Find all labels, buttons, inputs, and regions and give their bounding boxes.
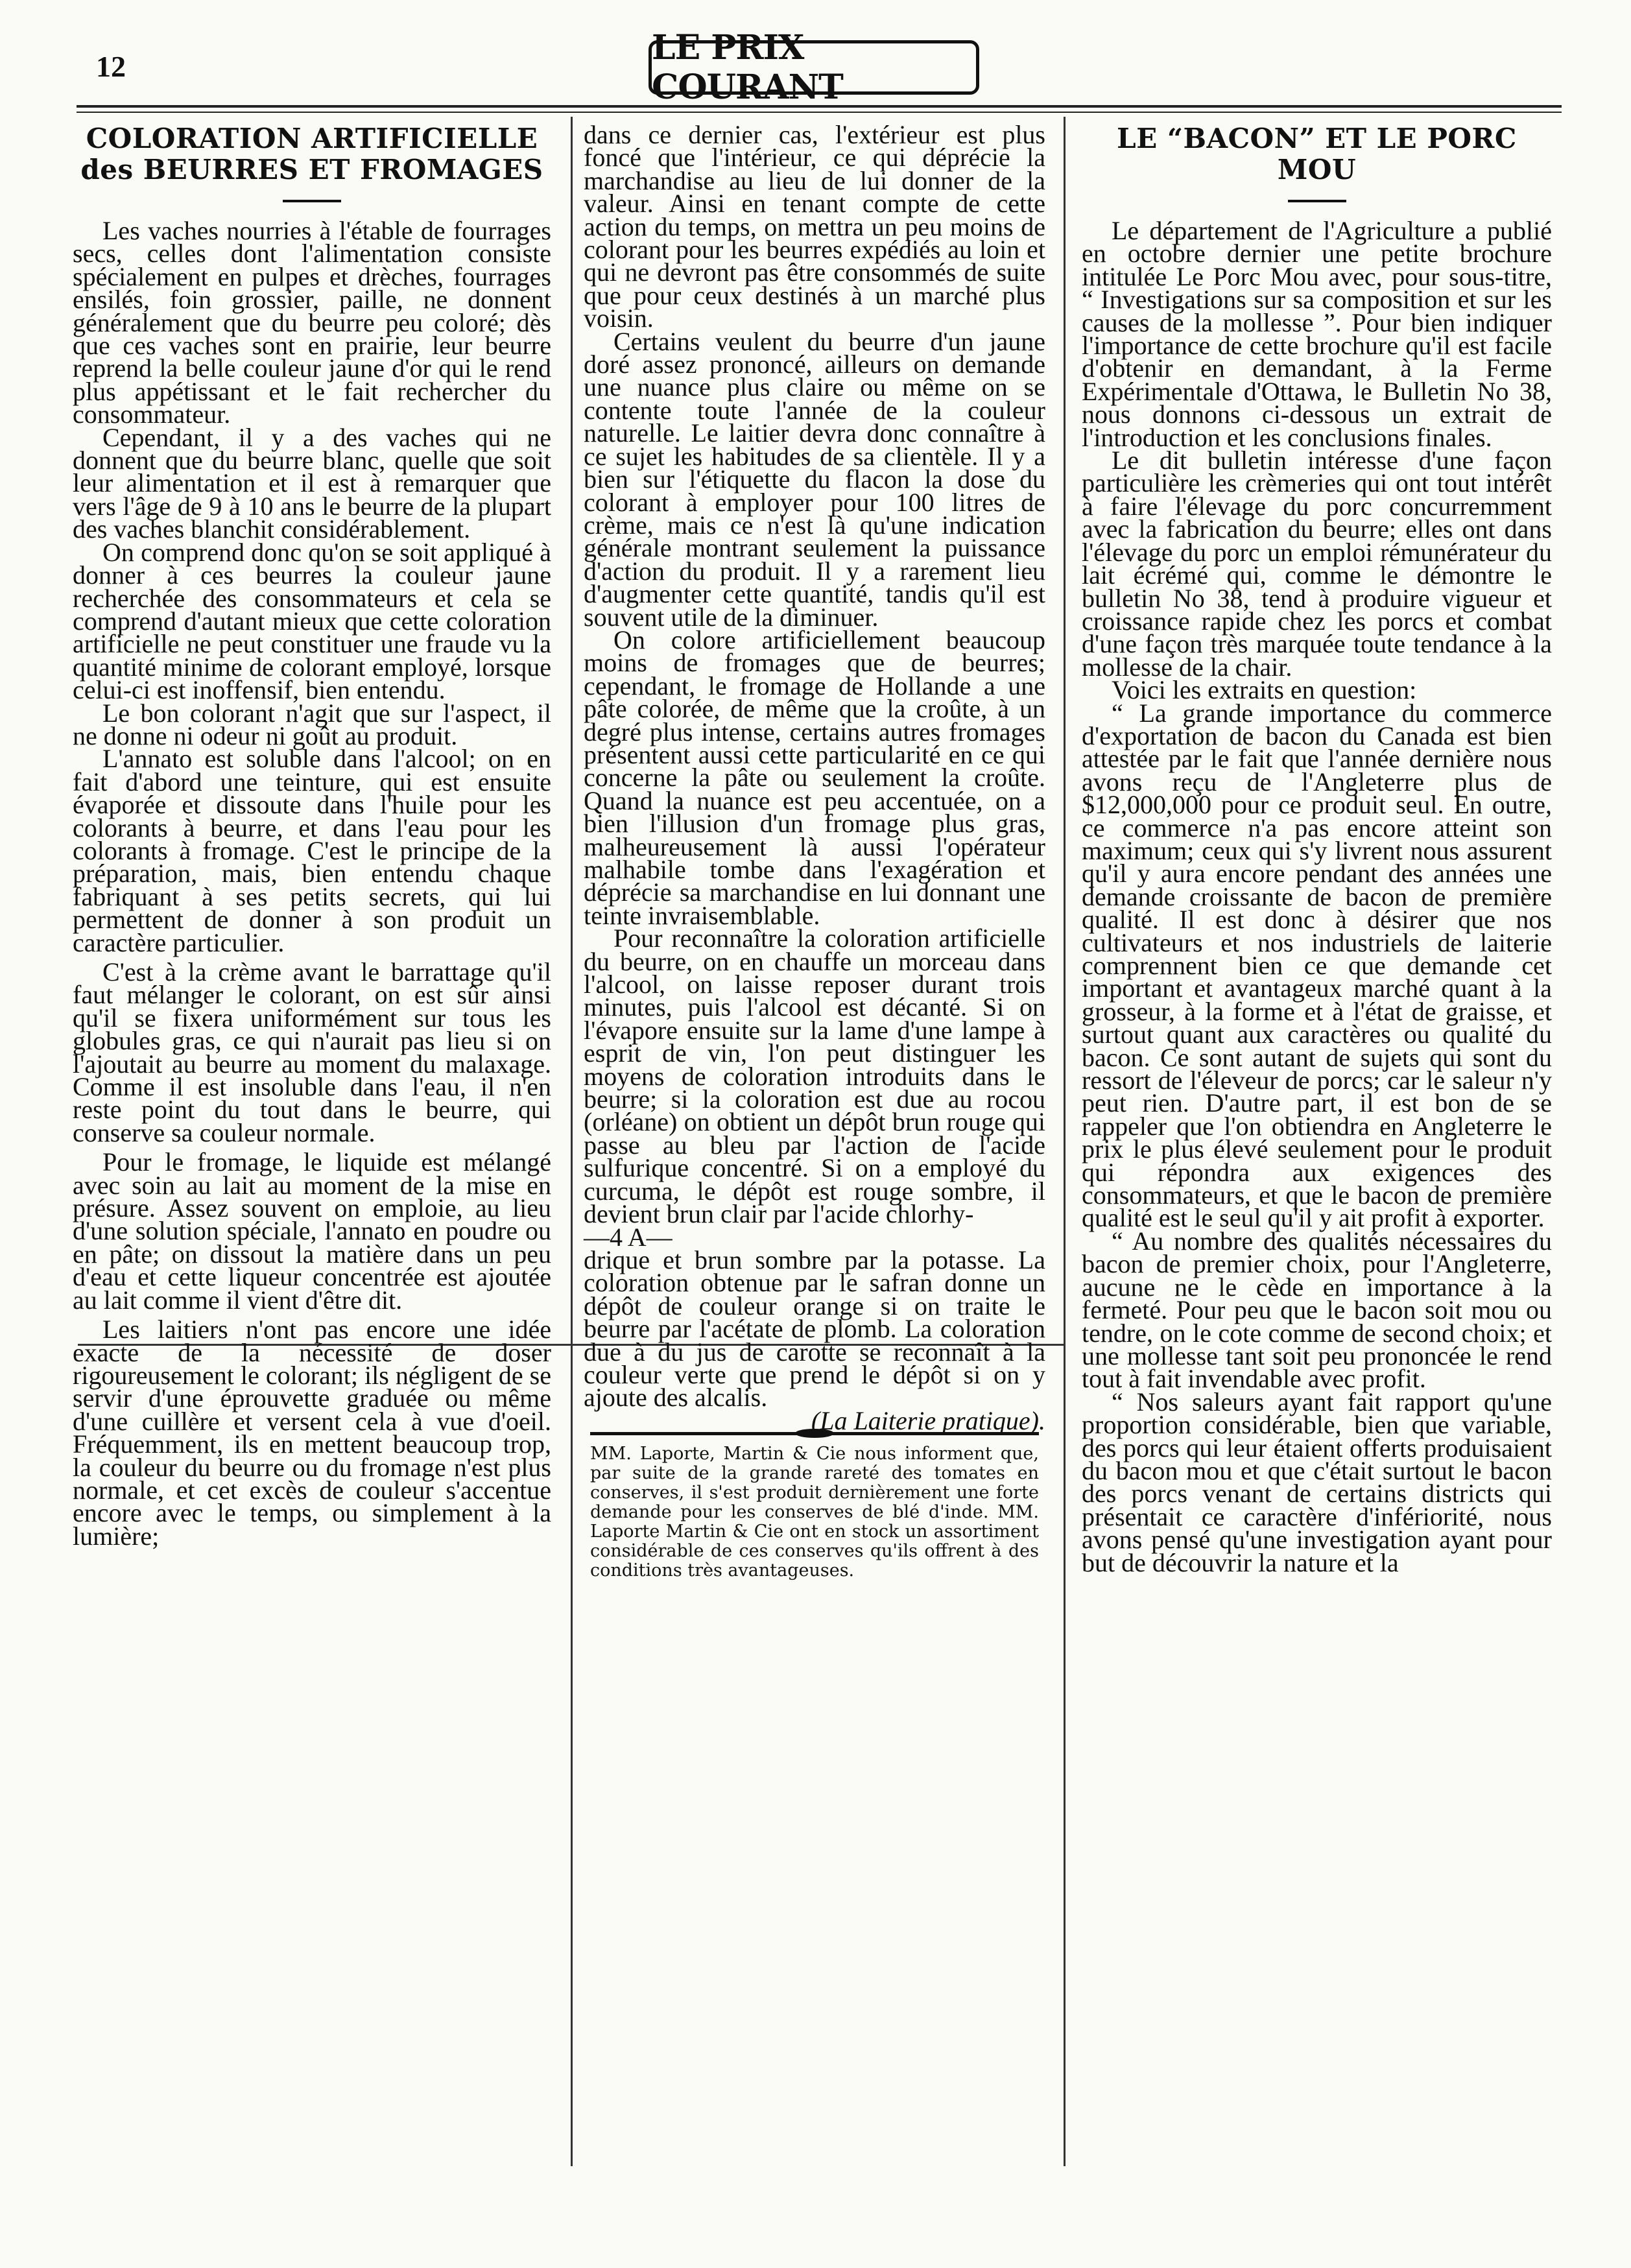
paragraph: Le bon colorant n'agit que sur l'aspect, il ne donne ni odeur ni goût au produit. bbox=[73, 698, 551, 750]
paragraph: L'annato est soluble dans l'alcool; on en fait d'abord une teinture, qui est ensuite évaporée et dissoute dans l'huile pour les colorants à beurre, et dans l'eau pour les colorants à fromage. C'est le principe de la préparation, mais, bien entendu chaque fabriquant à ses petits secrets, qui lui permettent de donner à son produit un caractère particulier. bbox=[73, 744, 551, 957]
paragraph: Certains veulent du beurre d'un jaune doré assez prononcé, ailleurs on demande une nuance plus claire ou même on se contente toute l'année de la couleur naturelle. Le laitier devra donc connaître à ce sujet les habitudes de sa clientèle. Il y a bien sur l'étiquette du flacon la dose du colorant à employer pour 100 litres de crème, mais ce n'est là qu'une indication générale montrant seulement la puissance d'action du produit. Il y a rarement lieu d'augmenter cette quantité, tandis qu'il est souvent utile de la diminuer. bbox=[584, 326, 1045, 632]
column-3 bbox=[1082, 123, 1552, 1577]
article-source: (La Laiterie pratique). bbox=[811, 1405, 1045, 1435]
paragraph: Les laitiers n'ont pas encore une idée exacte de la nécessité de doser rigoureusement le colorant; ils négligent de se servir d'une éprouvette graduée ou même d'une cuillère et versent cela à vue d'oeil. Fréquemment, ils en mettent beaucoup trop, la couleur du beurre ou du fromage n'est plus normale, et cet excès de couleur s'accentue encore avec le temps, ou simplement à la lumière; bbox=[73, 1315, 551, 1551]
paragraph: C'est à la crème avant le barrattage qu'il faut mélanger le colorant, on est sûr ainsi qu'il se fixera uniformément sur tous les globules gras, ce qui n'aurait pas lieu si on l'ajoutait au beurre au moment du malaxage. Comme il est insoluble dans l'eau, il n'en reste point du tout dans le beurre, qui conserve sa couleur normale. bbox=[73, 957, 551, 1147]
paragraph: Pour le fromage, le liquide est mélangé avec soin au lait au moment de la mise en présure. Assez souvent on emploie, au lieu d'une solution spéciale, l'annato en poudre ou en pâte; on dissout la matière dans un peu d'eau et cette liqueur concentrée est ajoutée au lait comme il vient d'être dit. bbox=[73, 1147, 551, 1315]
paragraph: On comprend donc qu'on se soit appliqué à donner à ces beurres la couleur jaune recherchée des consommateurs et cela se comprend d'autant mieux que cette coloration artificielle ne peut constituer une fraude vu la quantité minime de colorant employé, lorsque celui-ci est inoffensif, bien entendu. bbox=[73, 537, 551, 705]
column-rule-left bbox=[571, 117, 573, 2166]
paragraph: dans ce dernier cas, l'extérieur est plus foncé que l'intérieur, ce qui déprécie la marchandise au lieu de lui donner de la valeur. Ainsi en tenant compte de cette action du temps, on mettra un peu moins de colorant pour les beurres expédiés au loin et qui ne devront pas être consommés de suite que pour ceux destinés à un marché plus voisin. bbox=[584, 120, 1045, 333]
paragraph: Les vaches nourries à l'étable de fourrages secs, celles dont l'alimentation consiste spécialement en pulpes et drèches, fourrages ensilés, foin grossier, paille, ne donnent généralement que du beurre peu coloré; dès que ces vaches sont en prairie, leur beurre reprend la belle couleur jaune d'or qui le rend plus appétissant et le fait rechercher du consommateur. bbox=[73, 216, 551, 429]
article-title-bacon: LE “BACON” ET LE PORC MOU bbox=[1117, 123, 1517, 185]
paragraph: Le dit bulletin intéresse d'une façon particulière les crèmeries qui ont tout intérêt à faire l'élevage du porc concurremment avec la fabrication du beurre; elles ont dans l'élevage du porc un emploi rémunérateur du lait écrémé qui, comme le démontre le bulletin No 38, tend à produire vigueur et croissance rapide chez les porcs et combat d'une façon très marquée toute tendance à la mollesse de la chair. bbox=[1082, 446, 1552, 682]
paragraph: drique et brun sombre par la potasse. La coloration obtenue par le safran donne un dépôt de couleur orange si on traite le beurre par l'acétate de plomb. La coloration due à du jus de carotte se reconnaît à la couleur verte que prend le dépôt si on y ajoute des alcalis. bbox=[584, 1245, 1045, 1413]
column-rule-right bbox=[1064, 117, 1066, 2166]
column-1 bbox=[73, 123, 551, 1551]
paragraph: Le département de l'Agriculture a publié en octobre dernier une petite brochure intitulée Le Porc Mou avec, pour sous-titre, “ Investigations sur sa composition et sur les causes de la mollesse ”. Pour bien indiquer l'importance de cette brochure qu'il est facile d'obtenir en demandant, à la Ferme Expérimentale d'Ottawa, le Bulletin No 38, nous donnons ci-dessous un extrait de l'introduction et les conclusions finales. bbox=[1082, 216, 1552, 452]
page-number: 12 bbox=[96, 50, 126, 83]
paragraph: “ Nos saleurs ayant fait rapport qu'une proportion considérable, bien que variable, des porcs qui leur étaient offerts produisaient du bacon mou et que c'était surtout le bacon des porcs venant de certains districts qui présentait ce caractère d'infériorité, nous avons pensé qu'une investigation ayant pour but de découvrir la nature et la bbox=[1082, 1387, 1552, 1577]
paragraph: “ Au nombre des qualités nécessaires du bacon de premier choix, pour l'Angleterre, aucune ne le cède en importance à la fermeté. Pour peu que le bacon soit mou ou tendre, on le cote comme de second choix; et une mollesse tant soit peu prononcée le rend tout à fait invendable avec profit. bbox=[1082, 1226, 1552, 1394]
title-dash bbox=[283, 200, 341, 202]
laporte-notice: MM. Laporte, Martin & Cie nous informent que, par suite de la grande rareté des tomates en conserves, il s'est produit dernièrement une forte demande pour les conserves de blé d'inde. MM. Laporte Martin & Cie ont en stock un assortiment considérable de ces conserves qu'ils offrent à des conditions très avantageuses. bbox=[590, 1432, 1039, 1581]
column-2 bbox=[584, 120, 1045, 1581]
page-marker: —4 A— bbox=[584, 1222, 673, 1252]
paragraph: Voici les extraits en question: bbox=[1112, 675, 1417, 705]
paragraph: Cependant, il y a des vaches qui ne donnent que du beurre blanc, quelle que soit leur alimentation et il est à remarquer que vers l'âge de 9 à 10 ans le beurre de la plupart des vaches blanchit considérablement. bbox=[73, 422, 551, 544]
masthead-logo: LE PRIX COURANT bbox=[649, 40, 979, 95]
title-dash bbox=[1288, 200, 1346, 202]
article-title-coloration: COLORATION ARTIFICIELLE des BEURRES ET FROMAGES bbox=[80, 123, 543, 185]
paragraph: On colore artificiellement beaucoup moins de fromages que de beurres; cependant, le fromage de Hollande a une pâte colorée, de même que la croûte, à un degré plus intense, certains autres fromages présentent aussi cette particularité en ce qui concerne la pâte ou seulement la croûte. Quand la nuance est peu accentuée, on a bien l'illusion d'un fromage plus gras, malheureusement là aussi l'opérateur malhabile tombe dans l'exagération et déprécie sa marchandise en lui donnant une teinte invraisemblable. bbox=[584, 625, 1045, 930]
paragraph: “ La grande importance du commerce d'exportation de bacon du Canada est bien attestée par le fait que l'année dernière nous avons reçu de l'Angleterre plus de $12,000,000 pour ce produit seul. En outre, ce commerce n'a pas encore atteint son maximum; ceux qui s'y livrent nous assurent qu'il y aura encore pendant des années une demande croissante de bacon de première qualité. Il est donc à désirer que nos cultivateurs et nos industriels de laiterie comprennent bien ce que demande cet important et avantageux marché quant à la grosseur, à la forme et à l'état de graisse, et surtout quant aux caractères ou qualité du bacon. Ce sont autant de sujets qui sont du ressort de l'éleveur de porcs; car le saleur n'y peut rien. D'autre part, il est bon de se rappeler que l'on obtiendra en Angleterre le prix le plus élevé seulement pour le produit qui répondra aux exigences des consommateurs, et que le bacon de première qualité est le seul qu'il y ait profit à exporter. bbox=[1082, 698, 1552, 1233]
paragraph: Pour reconnaître la coloration artificielle du beurre, on en chauffe un morceau dans l'alcool, on laisse reposer durant trois minutes, puis l'alcool est décanté. Si on l'évapore ensuite sur la lame d'une lampe à esprit de vin, l'on peut distinguer les moyens de coloration introduits dans le beurre; si la coloration est due au rocou (orléane) on obtient un dépôt brun rouge qui passe au bleu par l'action de l'acide sulfurique concentré. Si on a employé du curcuma, le dépôt est rouge sombre, il devient brun clair par l'acide chlorhy- bbox=[584, 924, 1045, 1229]
header-rule-bottom bbox=[77, 112, 1562, 113]
header-rule-top bbox=[77, 105, 1562, 108]
